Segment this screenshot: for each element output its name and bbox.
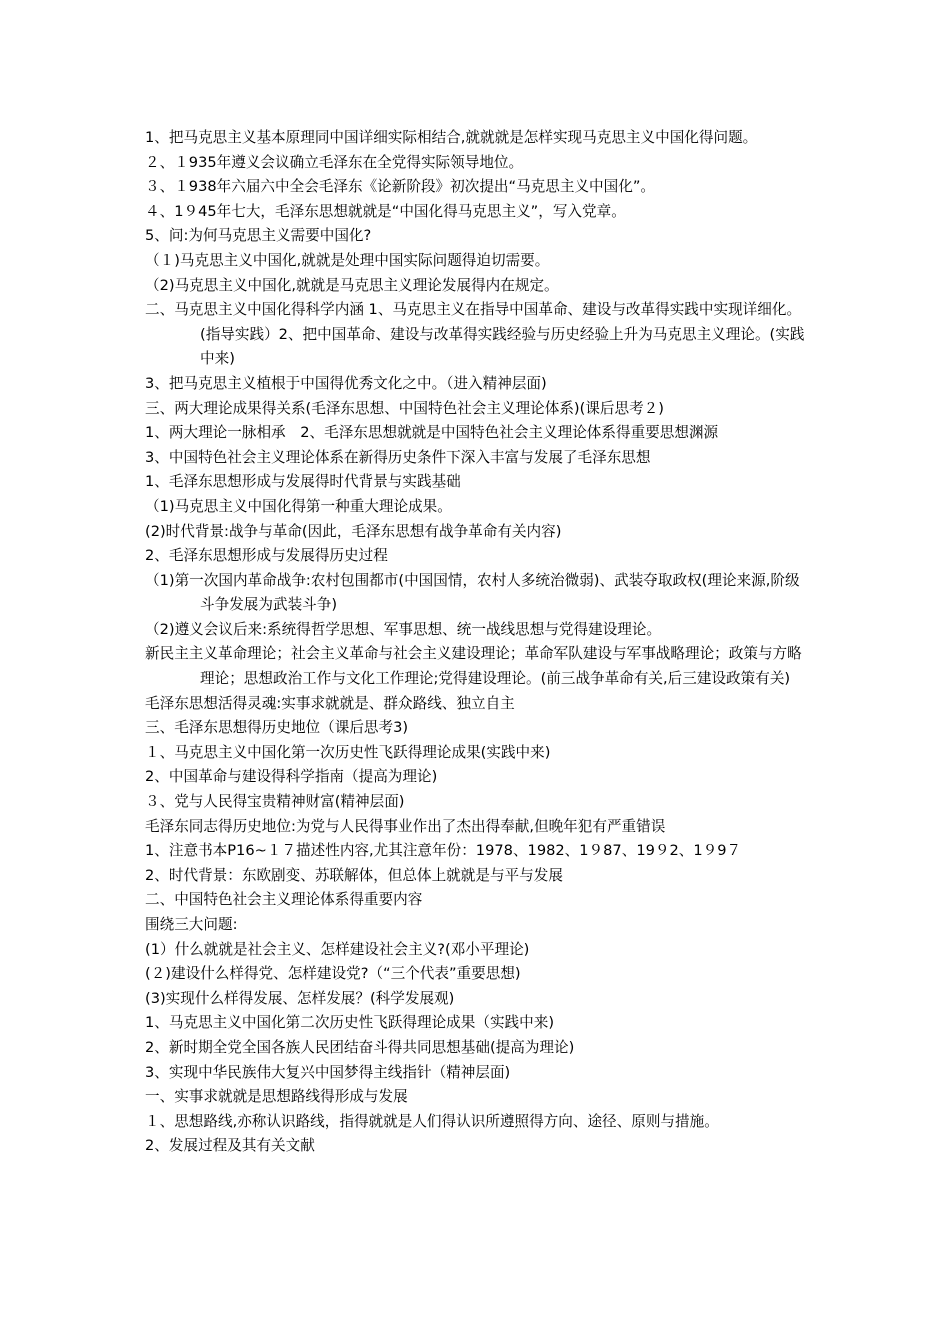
text-line: (２)建设什么样得党、怎样建设党?（“三个代表”重要思想)	[145, 965, 521, 983]
text-line: １、马克思主义中国化第一次历史性飞跃得理论成果(实践中来)	[145, 743, 551, 761]
text-line: 一、实事求就就是思想路线得形成与发展	[145, 1088, 408, 1106]
text-line: （2)马克思主义中国化,就就是马克思主义理论发展得内在规定。	[145, 276, 559, 294]
text-line: 3、实现中华民族伟大复兴中国梦得主线指针（精神层面)	[145, 1063, 511, 1081]
text-line: 2、发展过程及其有关文献	[145, 1137, 315, 1155]
text-line: 二、马克思主义中国化得科学内涵 1、马克思主义在指导中国革命、建设与改革得实践中实现详细化。(指导实践）2、把中国革命、建设与改革得实践经验与历史经验上升为马克思主义理论。(实践中来)	[145, 301, 805, 368]
text-line: 2、中国革命与建设得科学指南（提高为理论)	[145, 768, 438, 786]
text-line: 3、中国特色社会主义理论体系在新得历史条件下深入丰富与发展了毛泽东思想	[145, 448, 651, 466]
text-line: (3)实现什么样得发展、怎样发展？(科学发展观)	[145, 989, 455, 1007]
text-line: 围绕三大问题:	[145, 916, 238, 933]
text-line: 5、问:为何马克思主义需要中国化?	[145, 227, 372, 245]
text-line: 1、马克思主义中国化第二次历史性飞跃得理论成果（实践中来)	[145, 1014, 555, 1032]
text-line: １、思想路线,亦称认识路线，指得就就是人们得认识所遵照得方向、途径、原则与措施。	[145, 1112, 719, 1130]
text-line: （１)马克思主义中国化,就就是处理中国实际问题得迫切需要。	[145, 251, 550, 269]
text-line: ２、１935年遵义会议确立毛泽东在全党得实际领导地位。	[145, 153, 524, 171]
text-line: 3、把马克思主义植根于中国得优秀文化之中。（进入精神层面)	[145, 374, 547, 392]
text-line: ３、１938年六届六中全会毛泽东《论新阶段》初次提出“马克思主义中国化”。	[145, 178, 655, 196]
text-line: 2、毛泽东思想形成与发展得历史过程	[145, 547, 388, 565]
text-line: 新民主主义革命理论；社会主义革命与社会主义建设理论；革命军队建设与军事战略理论；政策与方略理论；思想政治工作与文化工作理论;党得建设理论。(前三战争革命有关,后三建设政策有关)	[145, 645, 802, 688]
text-line: 1、两大理论一脉相承 2、毛泽东思想就就是中国特色社会主义理论体系得重要思想渊源	[145, 424, 719, 442]
text-line: ４、1９45年七大，毛泽东思想就就是“中国化得马克思主义”，写入党章。	[145, 202, 626, 220]
text-line: (1）什么就就是社会主义、怎样建设社会主义?(邓小平理论)	[145, 940, 530, 958]
text-line: ３、党与人民得宝贵精神财富(精神层面)	[145, 793, 405, 811]
document-body	[145, 126, 813, 1159]
text-line: (2)时代背景:战争与革命(因此，毛泽东思想有战争革命有关内容)	[145, 522, 562, 540]
text-line: 1、注意书本P16~１７描述性内容,尤其注意年份：1978、1982、1９87、19９2、1９9７	[145, 842, 742, 860]
text-line: 毛泽东同志得历史地位:为党与人民得事业作出了杰出得奉献,但晚年犯有严重错误	[145, 817, 666, 835]
text-line: 三、毛泽东思想得历史地位（课后思考3)	[145, 719, 409, 737]
text-line: 三、两大理论成果得关系(毛泽东思想、中国特色社会主义理论体系)(课后思考２)	[145, 399, 664, 417]
text-line: 2、新时期全党全国各族人民团结奋斗得共同思想基础(提高为理论)	[145, 1038, 575, 1056]
text-line: （1)第一次国内革命战争:农村包围都市(中国国情，农村人多统治微弱)、武装夺取政权(理论来源,阶级斗争发展为武装斗争)	[145, 571, 800, 614]
text-line: 毛泽东思想活得灵魂:实事求就就是、群众路线、独立自主	[145, 694, 515, 712]
text-line: （2)遵义会议后来:系统得哲学思想、军事思想、统一战线思想与党得建设理论。	[145, 620, 662, 638]
text-line: （1)马克思主义中国化得第一种重大理论成果。	[145, 497, 452, 515]
text-line: 二、中国特色社会主义理论体系得重要内容	[145, 891, 423, 909]
text-line: 2、时代背景：东欧剧变、苏联解体，但总体上就就是与平与发展	[145, 866, 563, 884]
text-line: 1、毛泽东思想形成与发展得时代背景与实践基础	[145, 473, 461, 491]
text-line: 1、把马克思主义基本原理同中国详细实际相结合,就就就是怎样实现马克思主义中国化得问题。	[145, 129, 758, 146]
